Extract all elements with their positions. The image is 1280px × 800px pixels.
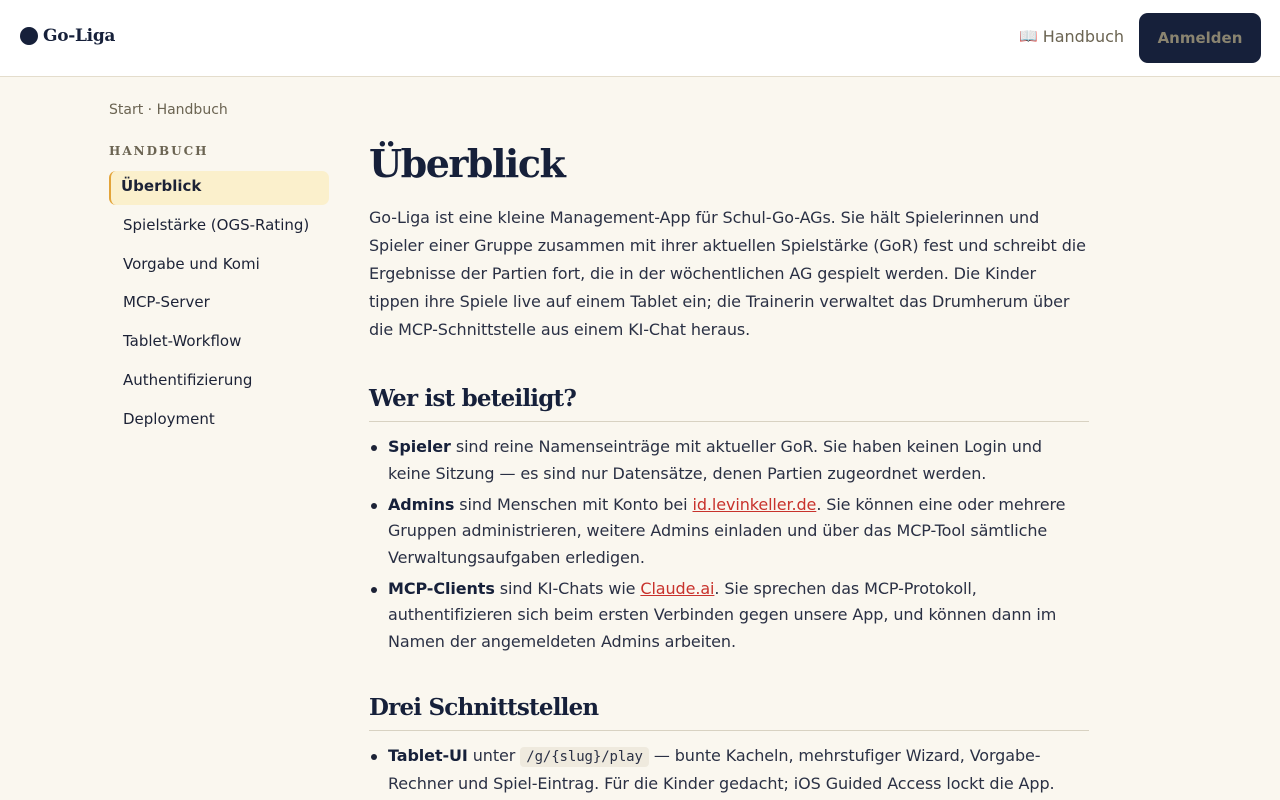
sidebar-nav	[109, 171, 329, 443]
page-title: Überblick	[369, 141, 565, 186]
description: sind reine Namenseinträge mit aktueller GoR. Sie haben keinen Login und keine Sitzung — es sind nur Datensätze, denen Partien zugeordnet werden.	[388, 437, 1042, 483]
interfaces-list	[369, 743, 1089, 797]
sidebar-item-ueberblick[interactable]: Überblick	[109, 171, 329, 205]
breadcrumb-start[interactable]: Start	[109, 102, 144, 118]
participants-list	[369, 434, 1089, 655]
top-bar	[0, 0, 1280, 77]
list-item	[369, 434, 1089, 487]
description: unter	[467, 746, 521, 765]
breadcrumb-separator: ·	[147, 102, 153, 118]
route-code: /g/{slug}/play	[520, 747, 649, 767]
description: sind KI-Chats wie	[494, 578, 641, 598]
main-content	[369, 138, 1089, 800]
id-provider-link[interactable]: id.levinkeller.de	[692, 494, 817, 514]
description: sind Menschen mit Konto bei	[454, 494, 693, 514]
sidebar-item-mcp-server[interactable]: MCP-Server	[123, 293, 210, 312]
go-stone-icon	[20, 27, 38, 45]
list-item	[369, 576, 1089, 656]
breadcrumb	[109, 102, 228, 118]
list-item	[369, 492, 1089, 572]
sidebar-heading: HANDBUCH	[109, 144, 209, 158]
brand-name: Go-Liga	[43, 26, 116, 46]
sidebar-item-authentifizierung[interactable]: Authentifizierung	[123, 370, 253, 389]
nav-handbuch-label: Handbuch	[1042, 27, 1125, 46]
intro-paragraph: Go-Liga ist eine kleine Management-App für Schul-Go-AGs. Sie hält Spielerinnen und Spieler einer Gruppe zusammen mit ihrer aktuellen Spielstärke (GoR) fest und schreibt die Ergebnisse der Partien fort, die in der wöchentlichen AG gespielt werden. Die Kinder tippen ihre Spiele live auf einem Tablet ein; die Trainerin verwaltet das Drumherum über die MCP-Schnittstelle aus einem KI-Chat heraus.	[369, 208, 1086, 339]
sidebar-item-vorgabe[interactable]: Vorgabe und Komi	[123, 254, 260, 273]
term: MCP-Clients	[388, 578, 495, 598]
section-heading-beteiligt: Wer ist beteiligt?	[369, 383, 1089, 422]
sidebar-item-tablet-workflow[interactable]: Tablet-Workflow	[123, 332, 242, 351]
list-item	[369, 743, 1089, 797]
book-icon: 📖	[1019, 27, 1038, 45]
nav-handbuch-link[interactable]	[1019, 27, 1124, 46]
login-button[interactable]: Anmelden	[1139, 13, 1261, 63]
section-heading-schnittstellen: Drei Schnittstellen	[369, 692, 1089, 731]
sidebar-item-spielstaerke[interactable]: Spielstärke (OGS-Rating)	[123, 215, 310, 234]
sidebar-item-deployment[interactable]: Deployment	[123, 409, 215, 428]
breadcrumb-current: Handbuch	[156, 102, 228, 118]
description: . Sie sprechen das MCP-Protokoll, authentifizieren sich beim ersten Verbinden gegen unsere App, und können dann im Namen der angemeldeten Admins arbeiten.	[388, 578, 1057, 651]
description: — bunte Kacheln, mehrstufiger Wizard, Vorgabe-Rechner und Spiel-Eintrag. Für die Kinder gedacht; iOS Guided Access lockt die App.	[388, 746, 1055, 793]
brand-logo-link[interactable]	[20, 26, 115, 46]
claude-link[interactable]: Claude.ai	[640, 578, 715, 598]
term: Tablet-UI	[388, 746, 468, 765]
description: . Sie können eine oder mehrere Gruppen administrieren, weitere Admins einladen und über das MCP-Tool sämtliche Verwaltungsaufgaben erledigen.	[388, 494, 1066, 567]
term: Admins	[388, 494, 455, 514]
term: Spieler	[388, 437, 451, 456]
